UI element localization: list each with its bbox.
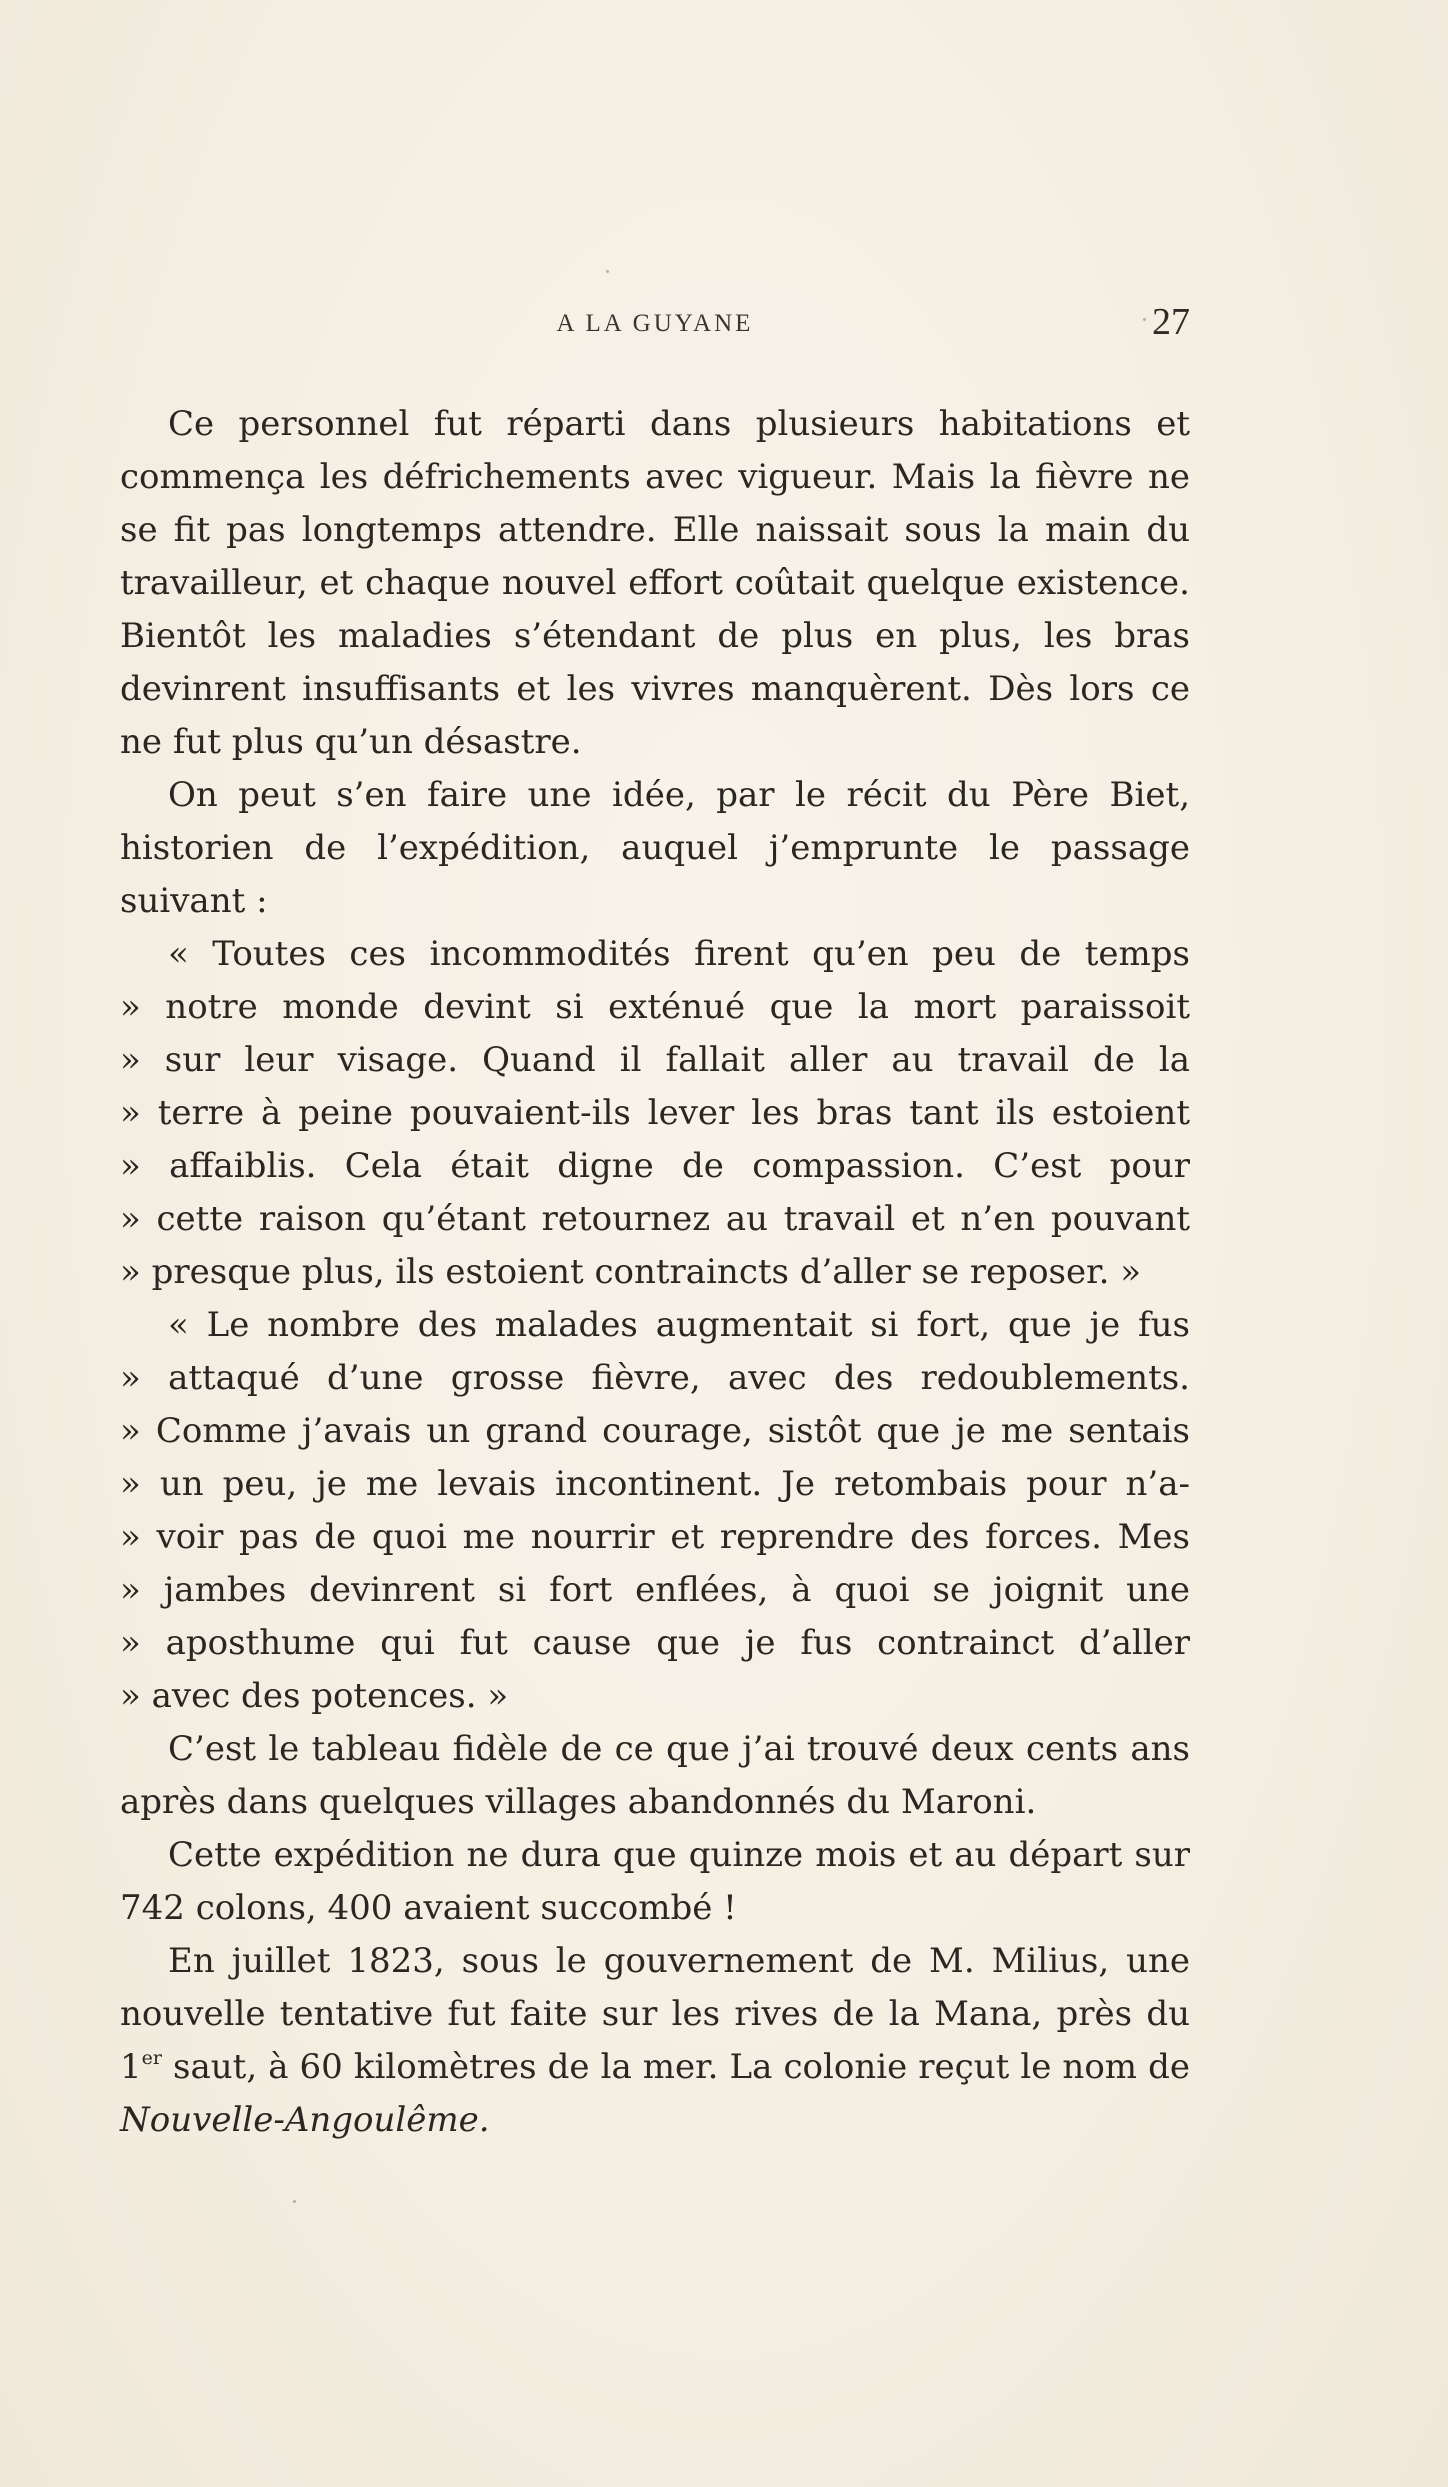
paragraph-5-text: En juillet 1823, sous le gouvernement de M. Milius, une nouvelle tentative fut faite sur les rives de la Mana, près du 1 <box>120 1941 1190 2087</box>
quotation-2 <box>120 1299 1190 1723</box>
body-text <box>120 398 1190 2147</box>
quote-line: » notre monde devint si exténué que la mort paraissoit <box>120 987 1190 1027</box>
quote-line: » affaiblis. Cela était digne de compassion. C’est pour <box>120 1146 1190 1186</box>
quote-line: » Comme j’avais un grand courage, sistôt que je me sentais <box>120 1411 1190 1451</box>
paper-speck <box>293 2200 296 2203</box>
quote-line: « Toutes ces incommodités firent qu’en peu de temps <box>168 934 1190 974</box>
paragraph-3: C’est le tableau fidèle de ce que j’ai trouvé deux cents ans après dans quelques villages abandonnés du Maroni. <box>120 1729 1190 1822</box>
quotation-1 <box>120 928 1190 1299</box>
paragraph-1: Ce personnel fut réparti dans plusieurs habitations et commença les défrichements avec vigueur. Mais la fièvre ne se fit pas longtemps attendre. Elle naissait sous la main du travailleur, et chaque nouvel effort coûtait quelque existence. Bientôt les maladies s’étendant de plus en plus, les bras devinrent insuffisants et les vivres manquèrent. Dès lors ce ne fut plus qu’un désastre. <box>120 404 1190 762</box>
quote-line: » voir pas de quoi me nourrir et reprendre des forces. Mes <box>120 1517 1190 1557</box>
colony-name: Nouvelle-Angoulême. <box>120 2100 490 2140</box>
running-title: A LA GUYANE <box>556 310 754 337</box>
paragraph-2: On peut s’en faire une idée, par le récit du Père Biet, historien de l’expédition, auquel j’emprunte le passage suivant : <box>120 775 1190 921</box>
quote-line: » jambes devinrent si fort enflées, à quoi se joignit une <box>120 1570 1190 1610</box>
paragraph-5 <box>120 1935 1190 2147</box>
quote-line: » presque plus, ils estoient contraincts d’aller se reposer. » <box>120 1252 1142 1292</box>
paragraph-4: Cette expédition ne dura que quinze mois et au départ sur 742 colons, 400 avaient succombé ! <box>120 1835 1190 1928</box>
page-number: 27 <box>1152 301 1190 343</box>
ordinal-superscript: er <box>141 2047 162 2069</box>
quote-line: » cette raison qu’étant retournez au travail et n’en pouvant <box>120 1199 1190 1239</box>
quote-line: » avec des potences. » <box>120 1676 509 1716</box>
quote-line: » un peu, je me levais incontinent. Je retombais pour n’a- <box>120 1464 1190 1504</box>
page-header <box>120 300 1190 350</box>
paper-speck <box>1143 318 1146 321</box>
quote-line: » sur leur visage. Quand il fallait aller au travail de la <box>120 1040 1190 1080</box>
quote-line: » terre à peine pouvaient-ils lever les bras tant ils estoient <box>120 1093 1190 1133</box>
quote-line: « Le nombre des malades augmentait si fort, que je fus <box>168 1305 1190 1345</box>
paper-speck <box>606 270 609 273</box>
paragraph-5-text-continued: saut, à 60 kilomètres de la mer. La colonie reçut le nom de <box>161 2047 1190 2087</box>
quote-line: » aposthume qui fut cause que je fus contrainct d’aller <box>120 1623 1190 1663</box>
quote-line: » attaqué d’une grosse fièvre, avec des redoublements. <box>120 1358 1190 1398</box>
